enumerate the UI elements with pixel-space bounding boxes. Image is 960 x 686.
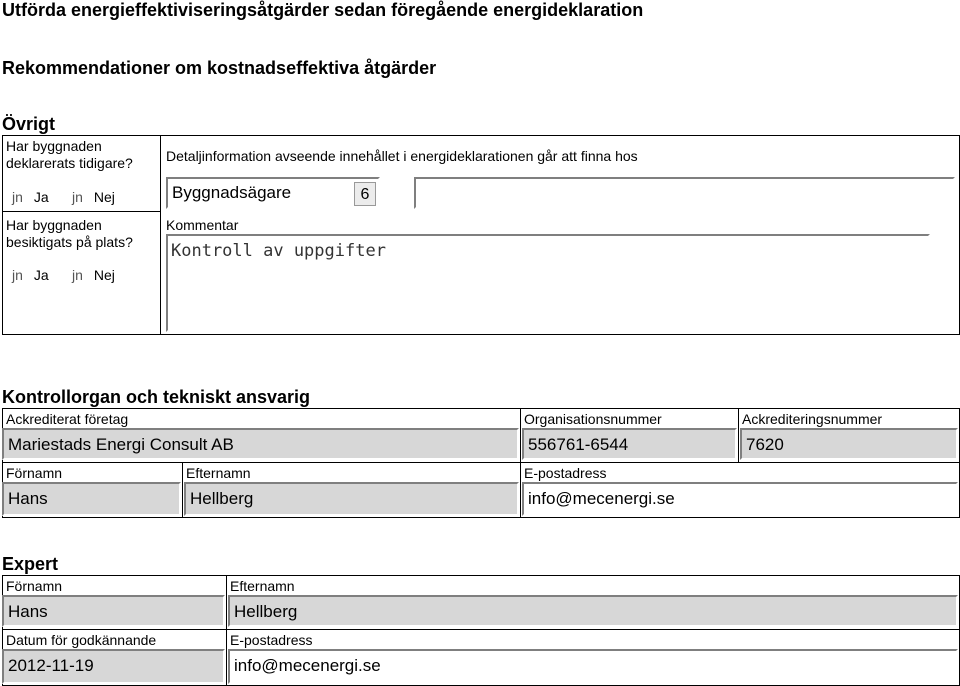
detaljinformation-value: Byggnadsägare xyxy=(172,183,292,202)
radio-deklarerats-ja[interactable] xyxy=(12,189,49,205)
dropdown-arrow-icon[interactable]: 6 xyxy=(354,182,376,206)
heading-utforda-atgarder: Utförda energieffektiviseringsåtgärder sedan föregående energideklaration xyxy=(2,0,644,20)
question-besiktigats-line1: Har byggnaden xyxy=(6,217,102,233)
heading-expert: Expert xyxy=(2,554,59,574)
kommentar-label: Kommentar xyxy=(166,217,239,233)
kontrollorgan-col-divider-2 xyxy=(738,408,739,462)
ovrigt-question-divider xyxy=(2,211,160,212)
question-deklarerats-line2: deklarerats tidigare? xyxy=(6,155,133,171)
radio-besiktigats-nej[interactable] xyxy=(72,267,115,283)
kontroll-epost-label: E-postadress xyxy=(524,465,607,481)
ovrigt-divider xyxy=(160,135,161,335)
question-deklarerats-line1: Har byggnaden xyxy=(6,138,102,154)
detaljinformation-select[interactable] xyxy=(166,177,380,209)
radio-deklarerats-nej[interactable] xyxy=(72,189,115,205)
radio-label-ja: Ja xyxy=(33,267,49,283)
question-besiktigats-line2: besiktigats på plats? xyxy=(6,234,133,250)
expert-col-divider xyxy=(226,575,227,686)
kontroll-efternamn-label: Efternamn xyxy=(186,465,251,481)
detaljinformation-extra-field[interactable] xyxy=(414,177,955,209)
expert-row-divider xyxy=(2,629,960,630)
heading-rekommendationer: Rekommendationer om kostnadseffektiva åtgärder xyxy=(2,58,437,78)
kommentar-value: Kontroll av uppgifter xyxy=(171,241,386,261)
organisationsnummer-field[interactable]: 556761-6544 xyxy=(522,428,737,460)
expert-fornamn-label: Förnamn xyxy=(6,578,63,594)
heading-ovrigt: Övrigt xyxy=(2,114,56,134)
expert-fornamn-field[interactable]: Hans xyxy=(2,595,225,627)
radio-button-icon: jn xyxy=(12,189,23,205)
kontroll-efternamn-field[interactable]: Hellberg xyxy=(184,482,519,516)
radio-button-icon: jn xyxy=(12,267,23,283)
kontrollorgan-row-divider xyxy=(2,462,960,463)
radio-label-nej: Nej xyxy=(93,267,115,283)
expert-datum-label: Datum för godkännande xyxy=(6,632,157,648)
detaljinformation-label: Detaljinformation avseende innehållet i energideklarationen går att finna hos xyxy=(166,148,638,164)
organisationsnummer-label: Organisationsnummer xyxy=(524,411,662,427)
ackrediteringsnummer-label: Ackrediteringsnummer xyxy=(742,411,883,427)
kontroll-fornamn-field[interactable]: Hans xyxy=(2,482,181,516)
expert-epost-label: E-postadress xyxy=(230,632,313,648)
kontrollorgan-col-divider-3 xyxy=(182,462,183,518)
kontroll-fornamn-label: Förnamn xyxy=(6,465,63,481)
expert-efternamn-label: Efternamn xyxy=(230,578,295,594)
radio-label-nej: Nej xyxy=(93,189,115,205)
kontrollorgan-col-divider-1 xyxy=(520,408,521,518)
ackrediterat-foretag-field[interactable]: Mariestads Energi Consult AB xyxy=(2,428,519,460)
expert-efternamn-field[interactable]: Hellberg xyxy=(228,595,958,627)
radio-besiktigats-ja[interactable] xyxy=(12,267,49,283)
radio-button-icon: jn xyxy=(72,189,83,205)
kontroll-epost-field[interactable]: info@mecenergi.se xyxy=(522,482,958,516)
expert-epost-field[interactable]: info@mecenergi.se xyxy=(228,649,958,684)
ackrediterat-foretag-label: Ackrediterat företag xyxy=(6,411,129,427)
kommentar-textarea[interactable] xyxy=(166,234,930,332)
expert-datum-field[interactable]: 2012-11-19 xyxy=(2,649,225,684)
radio-button-icon: jn xyxy=(72,267,83,283)
radio-label-ja: Ja xyxy=(33,189,49,205)
ackrediteringsnummer-field[interactable]: 7620 xyxy=(740,428,958,460)
heading-kontrollorgan: Kontrollorgan och tekniskt ansvarig xyxy=(2,387,311,407)
